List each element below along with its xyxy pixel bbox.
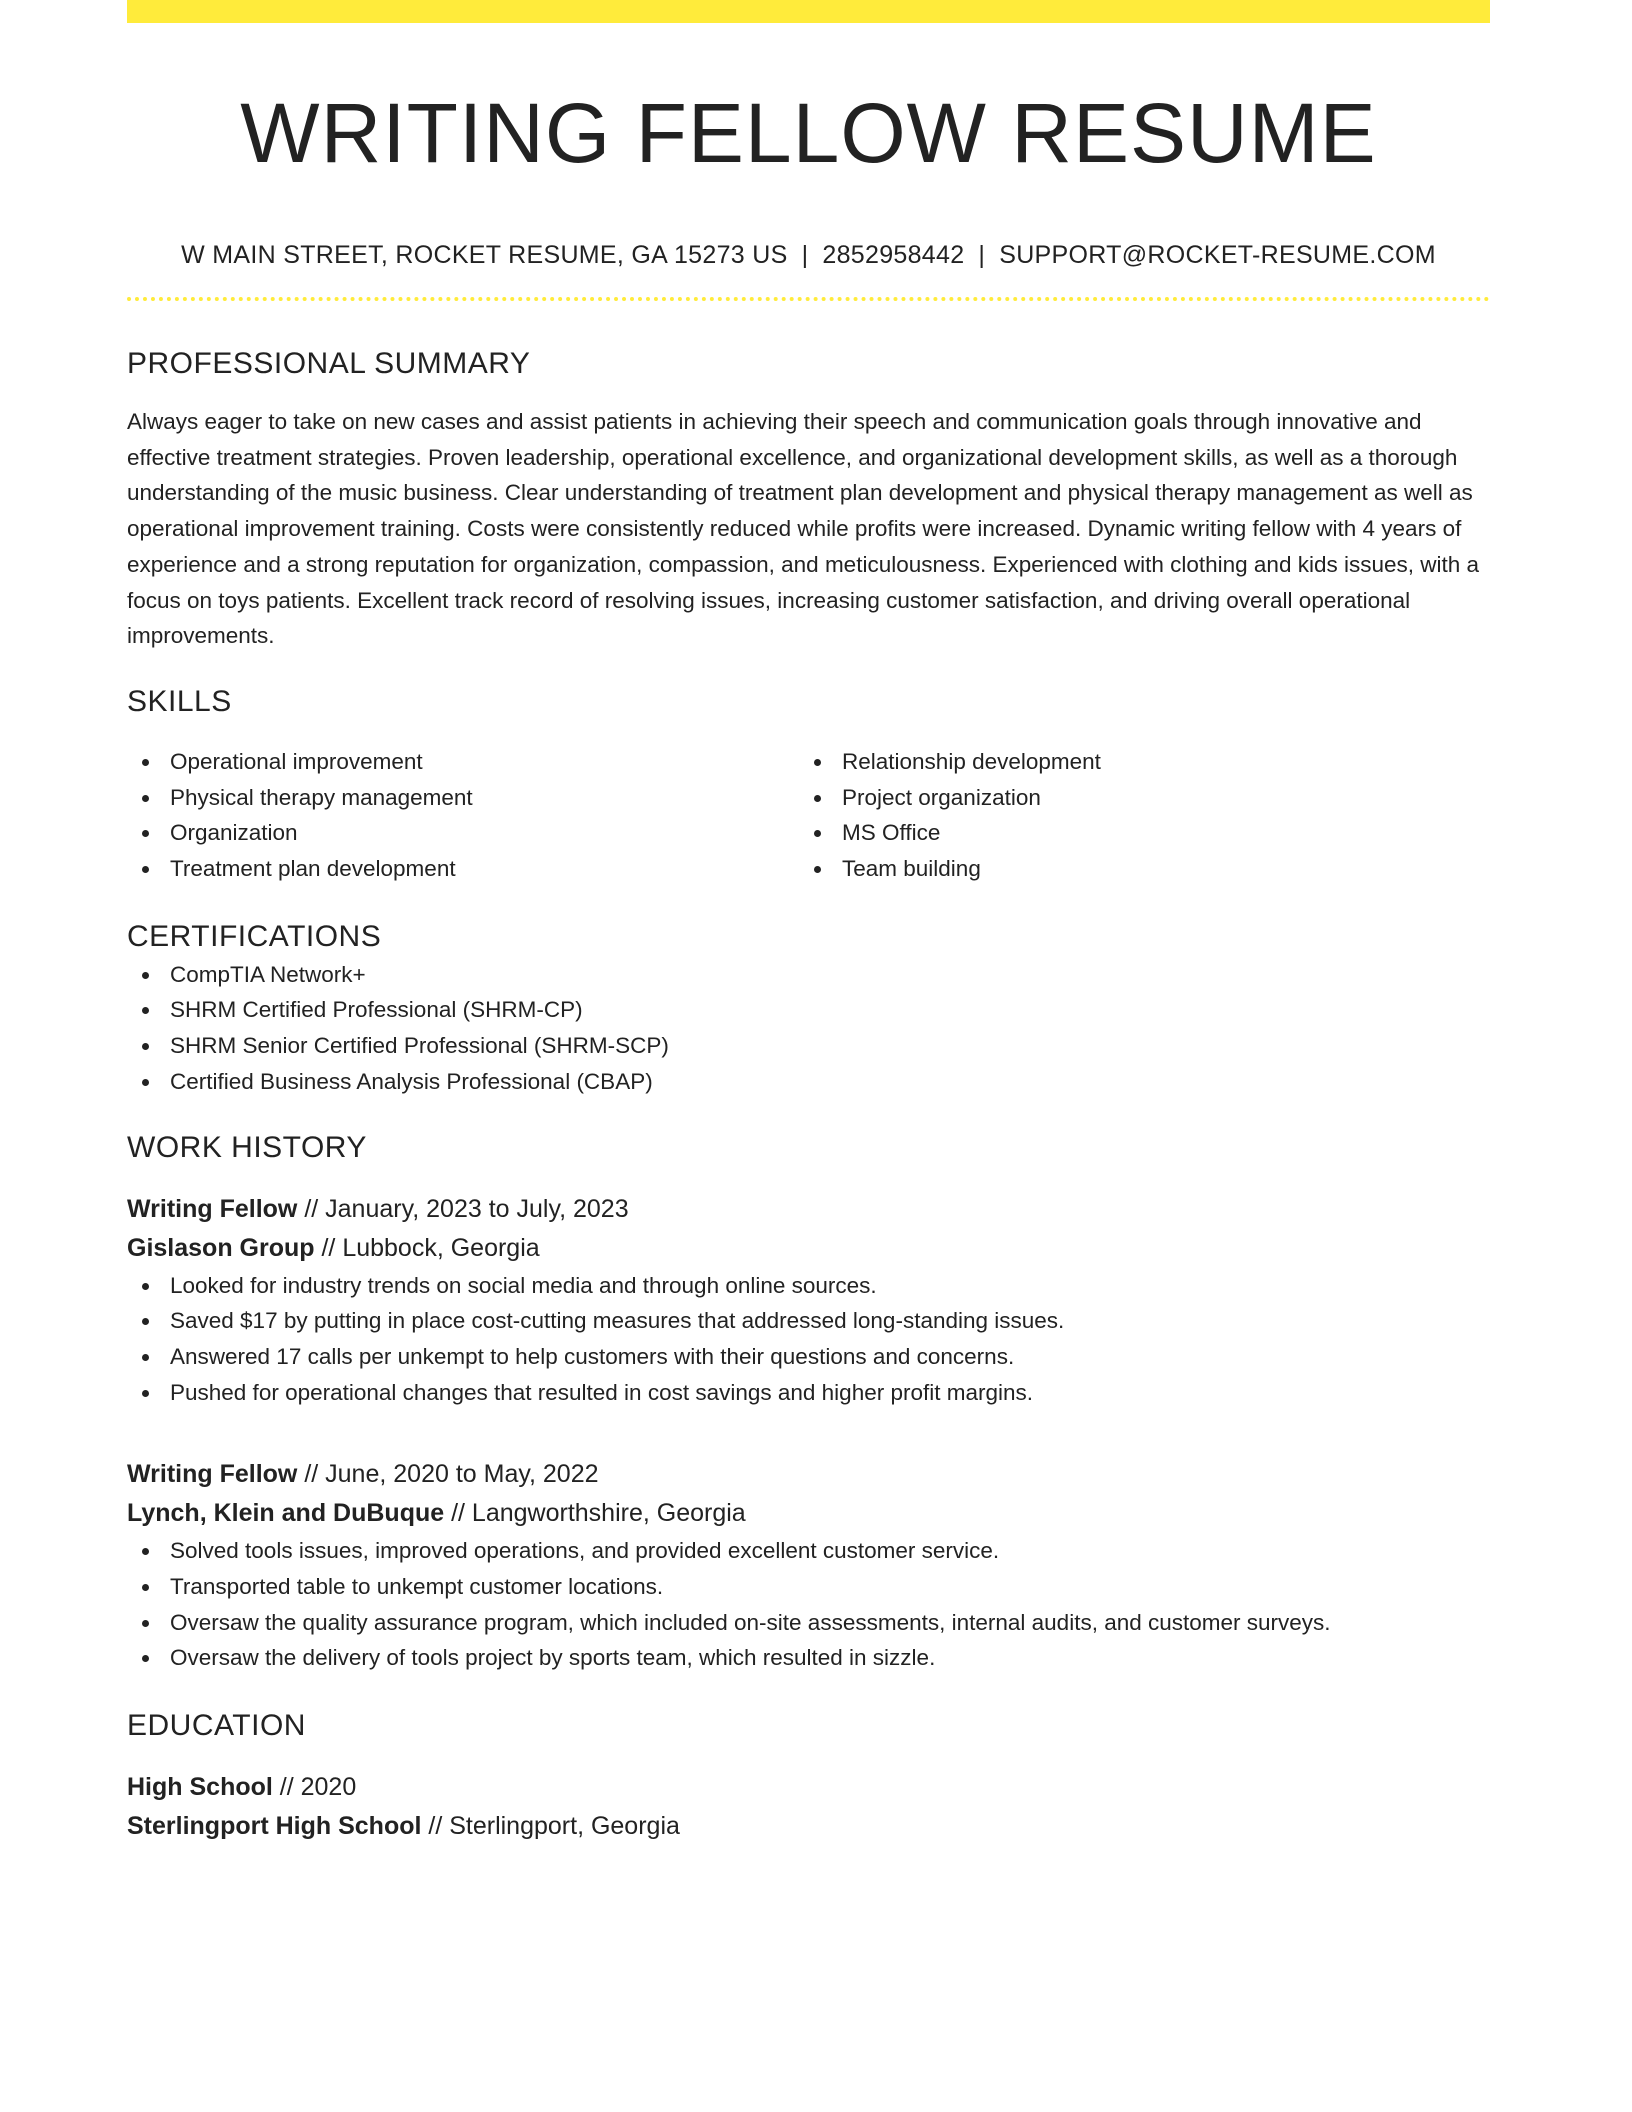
job-location: // Langworthshire, Georgia: [444, 1499, 746, 1528]
skills-grid: [127, 744, 1490, 887]
contact-separator: |: [978, 241, 986, 269]
education-location: // Sterlingport, Georgia: [421, 1812, 680, 1841]
skill-item: Project organization: [799, 780, 1471, 816]
work-history-heading: WORK HISTORY: [127, 1130, 367, 1164]
certifications-list: [127, 957, 1490, 1100]
education-school-line: [127, 1807, 1490, 1846]
summary-heading: PROFESSIONAL SUMMARY: [127, 347, 531, 380]
job-bullet: Saved $17 by putting in place cost-cutting measures that addressed long-standing issues.: [127, 1303, 1490, 1339]
skill-item: Organization: [127, 815, 799, 851]
education-degree-line: [127, 1768, 1490, 1807]
job-company: Gislason Group: [127, 1233, 315, 1262]
certification-item: SHRM Senior Certified Professional (SHRM-SCP): [127, 1028, 1490, 1064]
education-entry: [127, 1768, 1490, 1846]
education-heading: EDUCATION: [127, 1709, 306, 1743]
skill-item: MS Office: [799, 815, 1471, 851]
job-bullets: [127, 1268, 1490, 1411]
skill-item: Team building: [799, 851, 1471, 887]
dotted-divider: [127, 297, 1490, 301]
job-company-line: [127, 1229, 1490, 1268]
job-location: // Lubbock, Georgia: [314, 1233, 540, 1262]
education-degree: High School: [127, 1773, 273, 1802]
certification-item: SHRM Certified Professional (SHRM-CP): [127, 992, 1490, 1028]
education-school: Sterlingport High School: [127, 1812, 422, 1841]
skills-list-left: [127, 744, 799, 887]
resume-title: WRITING FELLOW RESUME: [240, 86, 1377, 180]
job-role-line: [127, 1190, 1490, 1229]
job-bullets: [127, 1533, 1490, 1676]
job-role: Writing Fellow: [127, 1460, 298, 1489]
contact-separator: |: [801, 241, 809, 269]
contact-line: [127, 235, 1490, 275]
skill-item: Treatment plan development: [127, 851, 799, 887]
job-dates: // January, 2023 to July, 2023: [297, 1194, 629, 1223]
job-bullet: Transported table to unkempt customer locations.: [127, 1569, 1490, 1605]
job-bullet: Answered 17 calls per unkempt to help customers with their questions and concerns.: [127, 1339, 1490, 1375]
contact-address: W MAIN STREET, ROCKET RESUME, GA 15273 US: [181, 241, 788, 269]
skill-item: Physical therapy management: [127, 780, 799, 816]
skills-column-right: [799, 744, 1471, 887]
job-company: Lynch, Klein and DuBuque: [127, 1499, 445, 1528]
skill-item: Operational improvement: [127, 744, 799, 780]
resume-page: [127, 0, 1490, 1846]
skills-column-left: [127, 744, 799, 887]
certification-item: Certified Business Analysis Professional (CBAP): [127, 1064, 1490, 1100]
job-bullet: Oversaw the delivery of tools project by sports team, which resulted in sizzle.: [127, 1640, 1490, 1676]
contact-email: SUPPORT@ROCKET-RESUME.COM: [999, 241, 1436, 269]
job-bullet: Solved tools issues, improved operations, and provided excellent customer service.: [127, 1533, 1490, 1569]
certification-item: CompTIA Network+: [127, 957, 1490, 993]
job-entry: [127, 1455, 1490, 1676]
skills-list-right: [799, 744, 1471, 887]
top-accent-bar: [127, 0, 1490, 23]
job-entry: [127, 1190, 1490, 1411]
job-bullet: Looked for industry trends on social media and through online sources.: [127, 1268, 1490, 1304]
summary-text: Always eager to take on new cases and assist patients in achieving their speech and communication goals through innovative and effective treatment strategies. Proven leadership, operational excellence, and organizational development skills, as well as a thorough understanding of the music business. Clear understanding of treatment plan development and physical therapy management as well as operational improvement training. Costs were consistently reduced while profits were increased. Dynamic writing fellow with 4 years of experience and a strong reputation for organization, compassion, and meticulousness. Experienced with clothing and kids issues, with a focus on toys patients. Excellent track record of resolving issues, increasing customer satisfaction, and driving overall operational improvements.: [127, 409, 1480, 649]
job-bullet: Pushed for operational changes that resulted in cost savings and higher profit margins.: [127, 1375, 1490, 1411]
job-role-line: [127, 1455, 1490, 1494]
job-role: Writing Fellow: [127, 1194, 298, 1223]
certifications-heading: CERTIFICATIONS: [127, 919, 382, 953]
education-year: // 2020: [272, 1773, 357, 1802]
skills-heading: SKILLS: [127, 684, 232, 718]
skill-item: Relationship development: [799, 744, 1471, 780]
job-dates: // June, 2020 to May, 2022: [297, 1460, 599, 1489]
job-bullet: Oversaw the quality assurance program, which included on-site assessments, internal audits, and customer surveys.: [127, 1605, 1490, 1641]
job-company-line: [127, 1494, 1490, 1533]
contact-phone: 2852958442: [822, 241, 965, 269]
